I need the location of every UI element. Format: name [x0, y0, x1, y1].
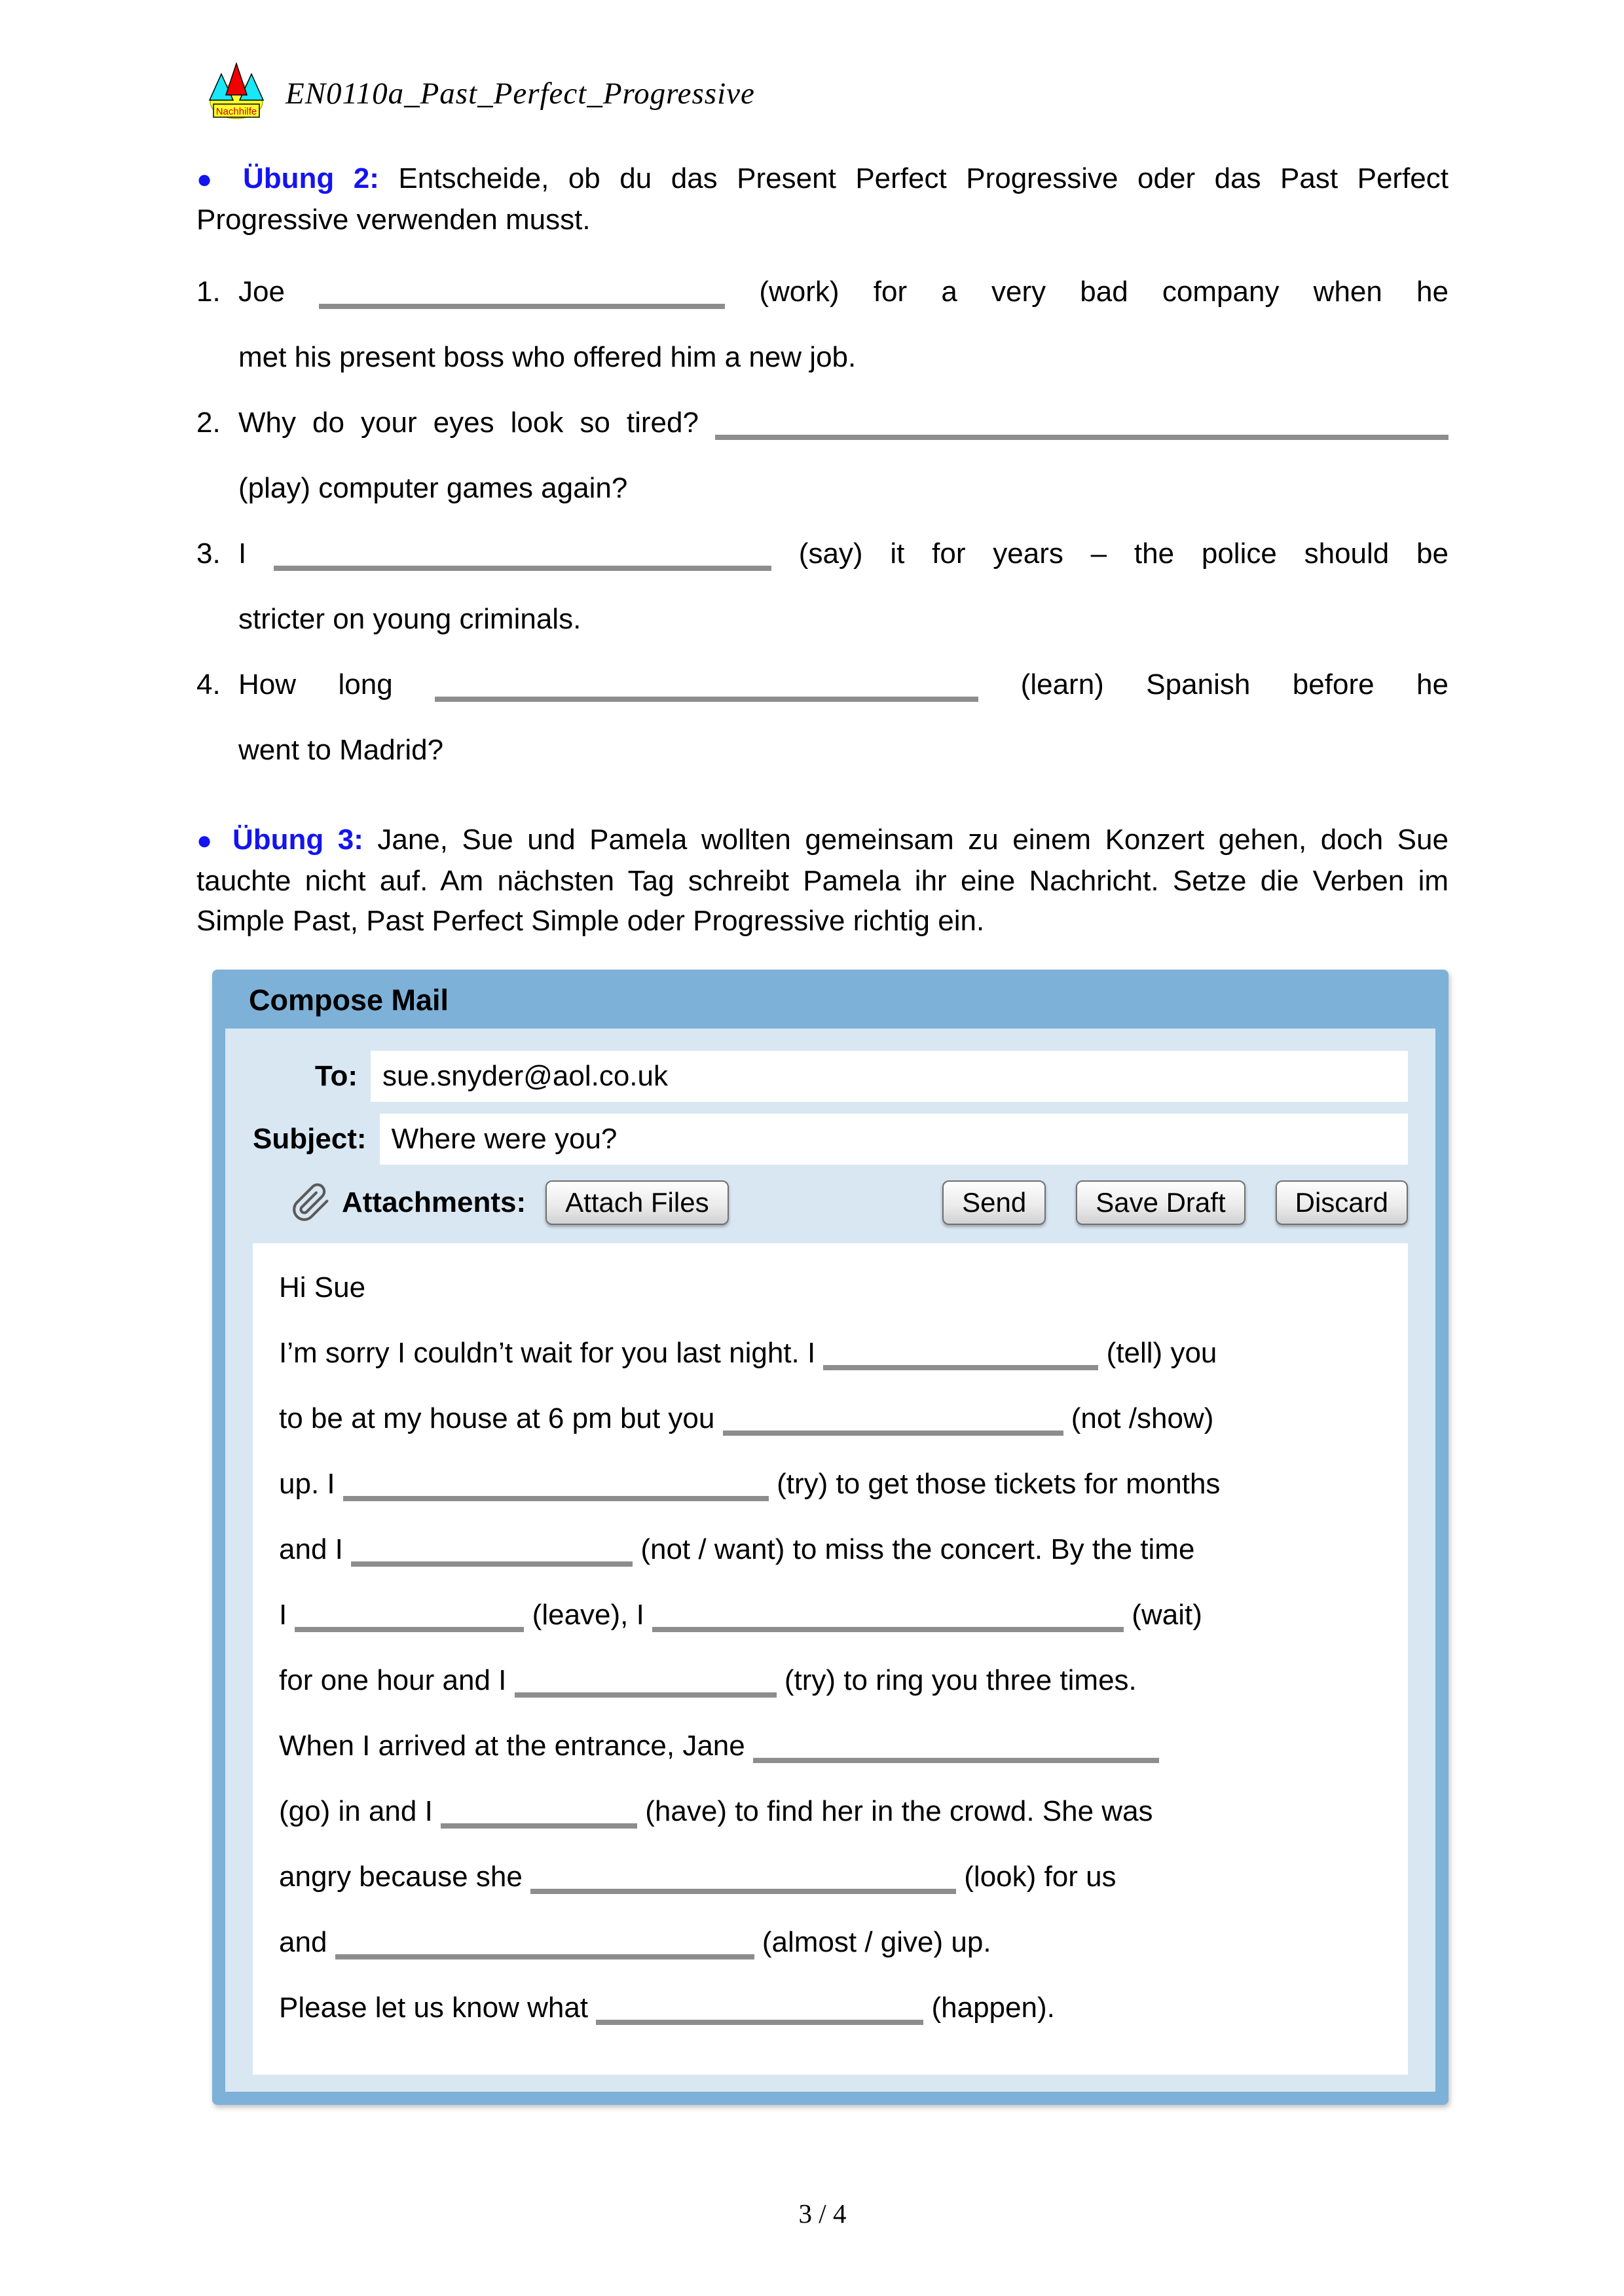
- item-number: 1.: [196, 276, 221, 308]
- answer-blank: [596, 2005, 923, 2025]
- exercise2-item-line: [196, 325, 1449, 390]
- exercise2-item-line: [196, 718, 1449, 783]
- item-number: 2.: [196, 407, 221, 439]
- mail-body-line: up. I (try) to get those tickets for months: [279, 1468, 1221, 1500]
- action-buttons: [942, 1180, 1408, 1225]
- item-number: [196, 456, 238, 521]
- mail-body-line: and I (not / want) to miss the concert. By the time: [279, 1533, 1195, 1565]
- exercise2-item-line: [196, 390, 1449, 456]
- answer-blank: [351, 1547, 633, 1567]
- answer-blank: [515, 1678, 777, 1698]
- exercise2-instructions: [196, 158, 1449, 240]
- answer-blank: [753, 1743, 1159, 1763]
- answer-blank: [723, 1416, 1063, 1436]
- mail-body-textarea[interactable]: [253, 1243, 1408, 2075]
- exercise2-item-line: [196, 521, 1449, 587]
- mail-body-line: Please let us know what (happen).: [279, 1992, 1055, 2024]
- exercise2-item-line: [196, 652, 1449, 718]
- mail-body-line: and (almost / give) up.: [279, 1926, 991, 1958]
- answer-blank: [652, 1613, 1124, 1632]
- mail-body-line: Hi Sue: [279, 1271, 366, 1303]
- discard-button[interactable]: Discard: [1276, 1180, 1408, 1225]
- compose-mail-window: [212, 970, 1449, 2105]
- exercise2-item-line: [196, 456, 1449, 521]
- attach-files-button[interactable]: Attach Files: [545, 1180, 728, 1225]
- logo-text: Nachhilfe: [215, 106, 257, 117]
- item-text: (play) computer games again?: [238, 472, 628, 504]
- page-number: 3 / 4: [798, 2198, 847, 2229]
- subject-field-row: [253, 1114, 1408, 1165]
- item-number: 4.: [196, 668, 221, 701]
- send-button[interactable]: Send: [942, 1180, 1046, 1225]
- exercise2-items: [196, 259, 1449, 783]
- compose-mail-panel: [225, 1029, 1435, 2092]
- mail-body-line: (go) in and I (have) to find her in the crowd. She was: [279, 1795, 1153, 1827]
- subject-input[interactable]: Where were you?: [380, 1114, 1408, 1165]
- mail-body-line: When I arrived at the entrance, Jane: [279, 1713, 1382, 1779]
- nachhilfe-logo-icon: [206, 61, 267, 122]
- document-header: [206, 60, 1449, 123]
- subject-label: Subject:: [253, 1123, 367, 1155]
- answer-blank: [343, 1482, 769, 1501]
- exercise3-label: Übung 3:: [232, 824, 363, 856]
- answer-blank: [715, 420, 1449, 440]
- document-title: EN0110a_Past_Perfect_Progressive: [286, 77, 755, 111]
- answer-blank: [823, 1351, 1098, 1370]
- mail-body-line: I’m sorry I couldn’t wait for you last night. I (tell) you: [279, 1337, 1217, 1369]
- compose-mail-titlebar: Compose Mail: [249, 983, 449, 1017]
- mail-body-line: to be at my house at 6 pm but you (not /show): [279, 1402, 1214, 1434]
- item-text: went to Madrid?: [238, 734, 444, 766]
- paperclip-icon: [291, 1182, 331, 1223]
- attachments-label: Attachments:: [342, 1186, 526, 1218]
- bullet-icon: ●: [196, 165, 224, 194]
- exercise3-instruction-text: Jane, Sue und Pamela wollten gemeinsam zu einem Konzert gehen, doch Sue tauchte nicht auf. Am nächsten Tag schreibt Pamela ihr eine Nachricht. Setze die Verben im Simple Past, Past Perfect Simple oder Progressive richtig ein.: [196, 824, 1449, 937]
- item-number: 3.: [196, 538, 221, 570]
- item-number: [196, 325, 238, 390]
- item-number: [196, 718, 238, 783]
- answer-blank: [441, 1809, 637, 1829]
- answer-blank: [435, 682, 978, 702]
- mail-body-line: for one hour and I (try) to ring you three times.: [279, 1664, 1137, 1696]
- exercise2-item-line: [196, 259, 1449, 325]
- answer-blank: [335, 1940, 754, 1959]
- mail-body-line: I (leave), I (wait): [279, 1599, 1202, 1631]
- item-text: met his present boss who offered him a new job.: [238, 341, 857, 373]
- answer-blank: [530, 1874, 956, 1894]
- mail-body-line: angry because she (look) for us: [279, 1861, 1116, 1893]
- exercise2-item-line: [196, 587, 1449, 652]
- to-label: To:: [314, 1060, 358, 1092]
- answer-blank: [274, 551, 771, 571]
- bullet-icon: ●: [196, 826, 219, 855]
- item-text: I (say) it for years – the police should be: [238, 538, 1449, 570]
- answer-blank: [319, 289, 725, 309]
- item-text: How long (learn) Spanish before he: [238, 668, 1449, 701]
- item-text: Why do your eyes look so tired?: [238, 390, 1449, 456]
- exercise2-label: Übung 2:: [242, 162, 379, 194]
- answer-blank: [295, 1613, 524, 1632]
- item-text: stricter on young criminals.: [238, 603, 581, 635]
- exercise3-instructions: [196, 820, 1449, 941]
- item-number: [196, 587, 238, 652]
- save-draft-button[interactable]: Save Draft: [1076, 1180, 1245, 1225]
- to-field-row: [253, 1051, 1408, 1102]
- item-text: Joe (work) for a very bad company when he: [238, 276, 1449, 308]
- exercise2-instruction-text: Entscheide, ob du das Present Perfect Progressive oder das Past Perfect Progressive verwenden musst.: [196, 162, 1449, 236]
- to-input[interactable]: sue.snyder@aol.co.uk: [371, 1051, 1408, 1102]
- attachments-row: [253, 1180, 1408, 1225]
